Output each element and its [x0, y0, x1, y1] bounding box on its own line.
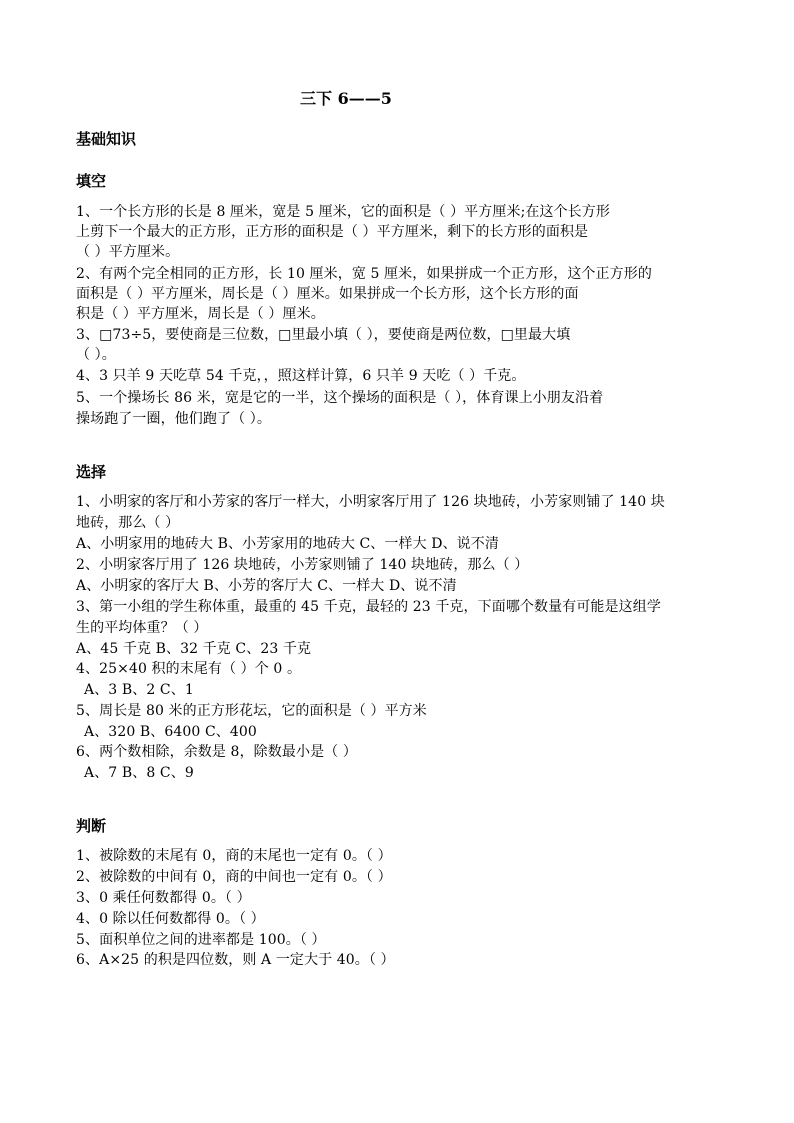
- judge-line: 4、0 除以任何数都得 0。（ ）: [76, 911, 265, 927]
- choice-line: 4、25×40 积的末尾有（ ）个 0 。: [76, 661, 302, 677]
- choice-line: 1、小明家的客厅和小芳家的客厅一样大，小明家客厅用了 126 块地砖，小芳家则铺了 140 块: [76, 494, 665, 510]
- choice-heading: 选择: [76, 463, 107, 481]
- choice-line: A、小明家的客厅大 B、小芳的客厅大 C、一样大 D、说不清: [76, 578, 457, 594]
- fill-line: 操场跑了一圈，他们跑了（ ）。: [76, 411, 271, 427]
- fill-line: 4、3 只羊 9 天吃草 54 千克，，照这样计算，6 只羊 9 天吃（ ）千克。: [76, 368, 526, 384]
- judge-line: 2、被除数的中间有 0，商的中间也一定有 0。（ ）: [76, 869, 392, 885]
- fill-line: （ ）。: [76, 347, 116, 363]
- fill-line: 2、有两个完全相同的正方形，长 10 厘米，宽 5 厘米，如果拼成一个正方形，这个正方形的: [76, 266, 652, 282]
- fill-line: 1、一个长方形的长是 8 厘米，宽是 5 厘米，它的面积是（ ）平方厘米;在这个长方形: [76, 204, 610, 220]
- judge-line: 3、0 乘任何数都得 0。（ ）: [76, 890, 251, 906]
- fill-line: 积是（ ）平方厘米，周长是（ ）厘米。: [76, 306, 325, 322]
- judge-line: 1、被除数的末尾有 0，商的末尾也一定有 0。（ ）: [76, 848, 392, 864]
- choice-line: 生的平均体重？（ ）: [76, 620, 208, 636]
- choice-line: 地砖，那么（ ）: [76, 515, 180, 531]
- choice-line: A、小明家用的地砖大 B、小芳家用的地砖大 C、一样大 D、说不清: [76, 536, 499, 552]
- fill-line: 上剪下一个最大的正方形，正方形的面积是（ ）平方厘米，剩下的长方形的面积是: [76, 224, 589, 240]
- choice-options: A、3 B、2 C、1: [84, 682, 194, 698]
- fill-line: 面积是（ ）平方厘米，周长是（ ）厘米。如果拼成一个长方形，这个长方形的面: [76, 286, 579, 302]
- choice-line: 3、第一小组的学生称体重，最重的 45 千克，最轻的 23 千克，下面哪个数量有可能是这组学: [76, 599, 661, 615]
- judge-line: 6、A×25 的积是四位数，则 A 一定大于 40。（ ）: [76, 952, 395, 968]
- judge-line: 5、面积单位之间的进率都是 100。（ ）: [76, 932, 326, 948]
- choice-line: 5、周长是 80 米的正方形花坛，它的面积是（ ）平方米: [76, 703, 427, 719]
- judge-heading: 判断: [76, 817, 107, 835]
- fill-line: 5、一个操场长 86 米，宽是它的一半，这个操场的面积是（ ），体育课上小朋友沿着: [76, 390, 604, 406]
- fill-heading: 填空: [76, 172, 107, 190]
- fill-line: （ ）平方厘米。: [76, 244, 180, 260]
- choice-options: A、7 B、8 C、9: [84, 765, 194, 781]
- choice-line: A、45 千克 B、32 千克 C、23 千克: [76, 641, 312, 657]
- choice-line: 6、两个数相除，余数是 8，除数最小是（ ）: [76, 744, 357, 760]
- choice-line: 2、小明家客厅用了 126 块地砖，小芳家则铺了 140 块地砖，那么（ ）: [76, 557, 529, 573]
- choice-options: A、320 B、6400 C、400: [84, 724, 257, 740]
- section-basic-knowledge: 基础知识: [76, 130, 137, 148]
- page-title: 三下 6——5: [300, 89, 392, 108]
- fill-line: 3、□73÷5，要使商是三位数，□里最小填（ ），要使商是两位数，□里最大填: [76, 327, 571, 343]
